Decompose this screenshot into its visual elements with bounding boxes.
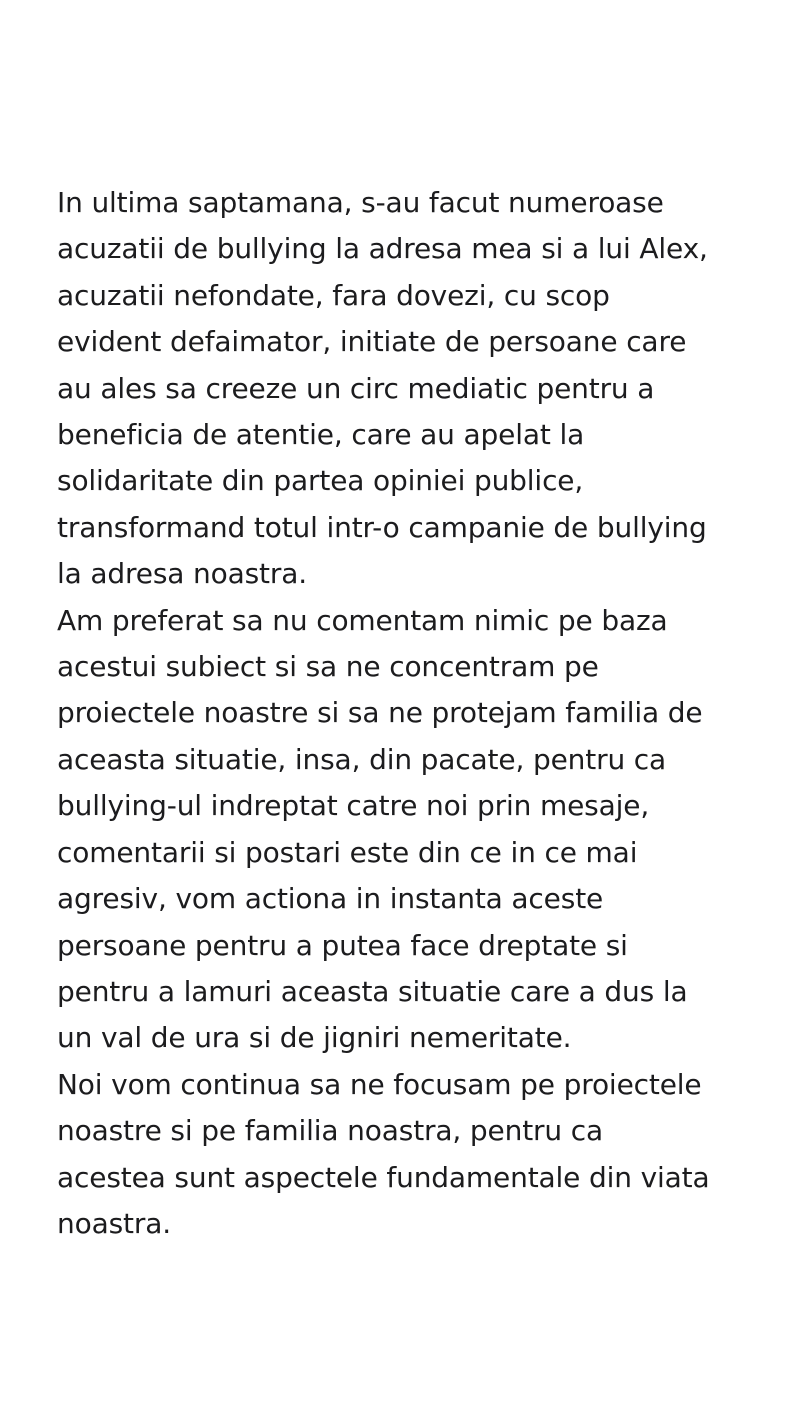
note-line: persoane pentru a putea face dreptate si	[57, 928, 628, 962]
note-line: acestea sunt aspectele fundamentale din viata	[57, 1160, 710, 1194]
note-line: Noi vom continua sa ne focusam pe proiectele	[57, 1067, 702, 1101]
note-line: transformand totul intr-o campanie de bullying	[57, 510, 707, 544]
note-line: acestui subiect si sa ne concentram pe	[57, 650, 599, 684]
note-line: evident defaimator, initiate de persoane care	[57, 325, 687, 359]
note-line: solidaritate din partea opiniei publice,	[57, 464, 584, 498]
note-line: acuzatii nefondate, fara dovezi, cu scop	[57, 278, 610, 312]
note-line: acuzatii de bullying la adresa mea si a lui Alex,	[57, 232, 708, 266]
note-line: agresiv, vom actiona in instanta aceste	[57, 882, 604, 916]
note-line: comentarii si postari este din ce in ce mai	[57, 835, 638, 869]
note-line: un val de ura si de jigniri nemeritate.	[57, 1021, 572, 1055]
note-line: In ultima saptamana, s-au facut numeroase	[57, 186, 664, 219]
note-line: beneficia de atentie, care au apelat la	[57, 418, 585, 452]
note-line: noastra.	[57, 1206, 171, 1240]
note-line: noastre si pe familia noastra, pentru ca	[57, 1114, 603, 1148]
note-line: proiectele noastre si sa ne protejam familia de	[57, 696, 703, 730]
note-line: bullying-ul indreptat catre noi prin mesaje,	[57, 789, 650, 823]
note-line: au ales sa creeze un circ mediatic pentru a	[57, 371, 655, 405]
note-body	[57, 180, 757, 1247]
note-line: pentru a lamuri aceasta situatie care a dus la	[57, 974, 688, 1008]
note-line: aceasta situatie, insa, din pacate, pentru ca	[57, 742, 667, 776]
note-line: la adresa noastra.	[57, 557, 308, 591]
note-line: Am preferat sa nu comentam nimic pe baza	[57, 603, 668, 637]
